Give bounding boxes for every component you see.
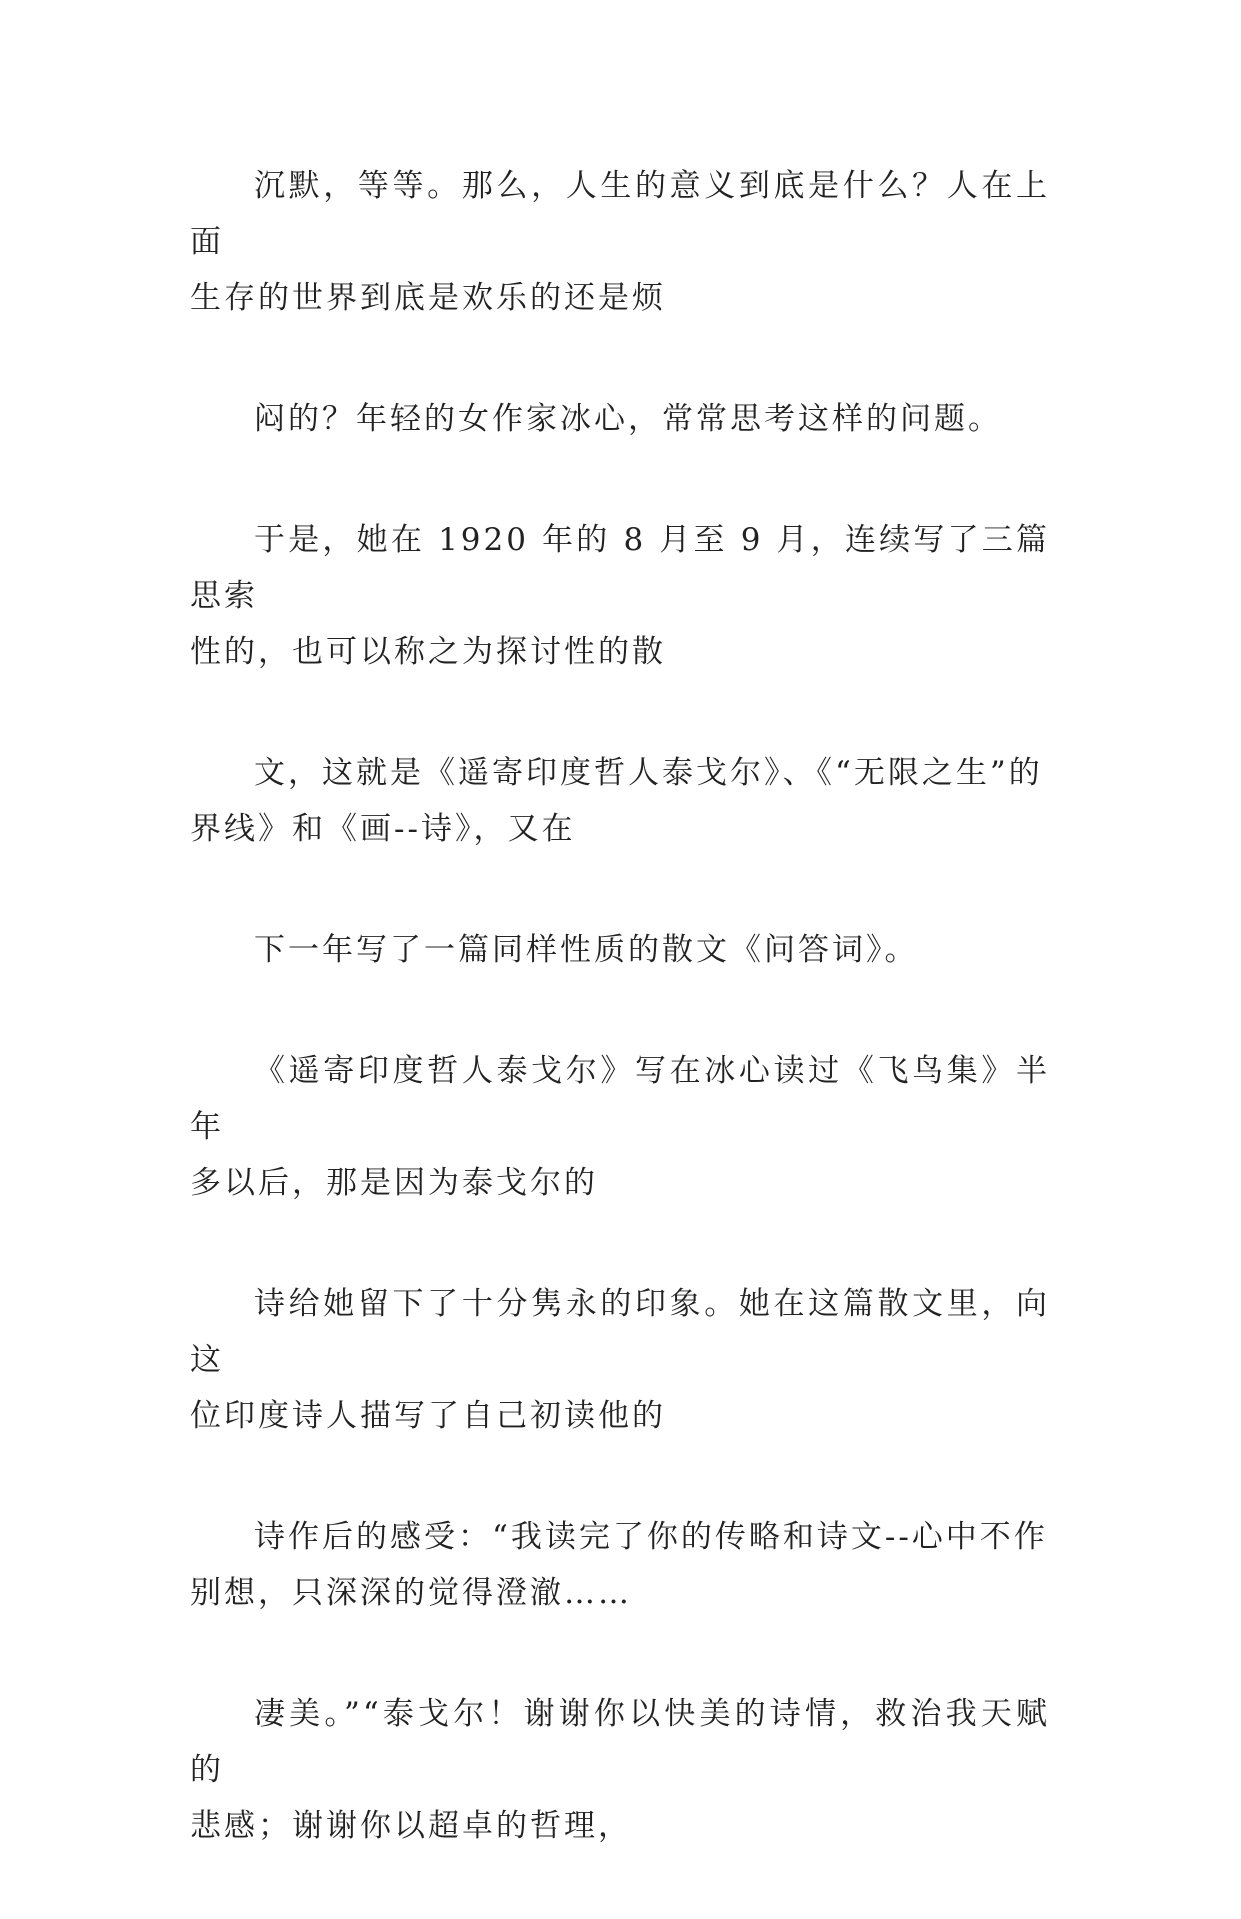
paragraph-2 <box>190 391 1050 447</box>
paragraph-line: 闷的？年轻的女作家冰心，常常思考这样的问题。 <box>254 401 1002 437</box>
paragraph-line: 位印度诗人描写了自己初读他的 <box>190 1398 666 1434</box>
paragraph-line: 下一年写了一篇同样性质的散文《问答词》。 <box>254 932 919 968</box>
paragraph-line: 沉默，等等。那么，人生的意义到底是什么？人在上面 <box>190 168 1050 260</box>
paragraph-line: 凄美。”“泰戈尔！谢谢你以快美的诗情，救治我天赋的 <box>190 1696 1050 1788</box>
paragraph-line: 别想，只深深的觉得澄澈…… <box>190 1575 632 1611</box>
paragraph-line: 诗给她留下了十分隽永的印象。她在这篇散文里，向这 <box>190 1286 1050 1378</box>
paragraph-4 <box>190 745 1050 857</box>
paragraph-line: 于是，她在 1920 年的 8 月至 9 月，连续写了三篇思索 <box>190 522 1050 614</box>
paragraph-5 <box>190 922 1050 978</box>
paragraph-line: 诗作后的感受：“我读完了你的传略和诗文--心中不作 <box>254 1519 1048 1555</box>
paragraph-line: 文，这就是《遥寄印度哲人泰戈尔》、《“无限之生”的 <box>254 755 1043 791</box>
paragraph-line: 性的，也可以称之为探讨性的散 <box>190 634 666 670</box>
body-text <box>190 158 1050 1919</box>
paragraph-3 <box>190 512 1050 680</box>
paragraph-line: 多以后，那是因为泰戈尔的 <box>190 1165 598 1201</box>
paragraph-line: 《遥寄印度哲人泰戈尔》写在冰心读过《飞鸟集》半年 <box>190 1053 1050 1145</box>
paragraph-8 <box>190 1509 1050 1621</box>
paragraph-7 <box>190 1276 1050 1444</box>
paragraph-line: 界线》和《画--诗》，又在 <box>190 811 576 847</box>
paragraph-9 <box>190 1686 1050 1854</box>
paragraph-6 <box>190 1043 1050 1211</box>
paragraph-line: 生存的世界到底是欢乐的还是烦 <box>190 280 666 316</box>
paragraph-1 <box>190 158 1050 326</box>
paragraph-line: 悲感；谢谢你以超卓的哲理， <box>190 1808 632 1844</box>
